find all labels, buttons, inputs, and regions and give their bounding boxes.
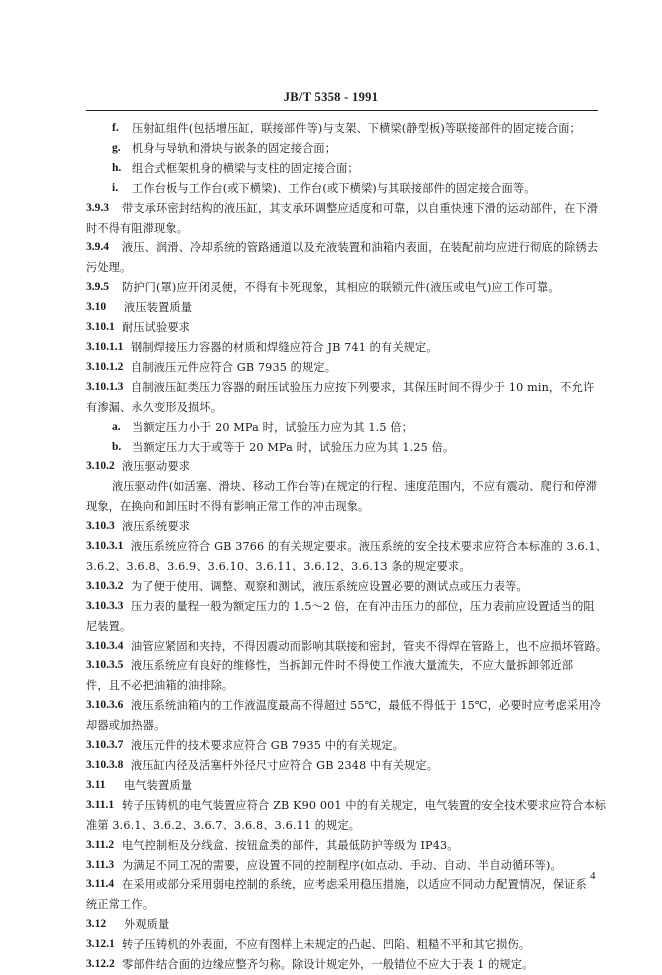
paragraph-line [86, 477, 598, 497]
line-text: 时不得有阻滞现象。 [86, 221, 189, 235]
clause-line [86, 318, 598, 338]
clause-line [86, 696, 601, 716]
clause-number: 3.12.2 [86, 958, 115, 971]
clause-number: 3.11.1 [86, 798, 115, 811]
list-item-label: i. [112, 181, 119, 194]
line-text: 电气控制柜及分线盒、按钮盒类的部件，其最低防护等级为 IP43。 [122, 838, 459, 852]
line-text: 压射缸组件(包括增压缸，联接部件等)与支架、下横梁(静型板)等联接部件的固定接合面； [132, 122, 581, 135]
standard-number-header: JB/T 5358 - 1991 [283, 90, 379, 104]
clause-number: 3.12 [86, 918, 107, 931]
list-item [86, 159, 598, 179]
line-text: 3.6.2、3.6.8、3.6.9、3.6.10、3.6.11、3.6.12、3.6.13 条的规定要求。 [86, 559, 471, 573]
list-item [86, 179, 598, 199]
clause-number: 3.9.4 [86, 241, 109, 254]
continuation-line [86, 716, 598, 736]
section-heading [86, 915, 598, 935]
line-text: 统正常工作。 [86, 898, 155, 912]
clause-number: 3.10.1 [86, 321, 115, 334]
clause-line [86, 597, 598, 617]
continuation-line [86, 258, 598, 278]
continuation-line [86, 497, 598, 517]
list-item [86, 139, 598, 159]
clause-line [86, 955, 598, 975]
clause-number: 3.10.3.8 [86, 759, 124, 771]
line-text: 液压驱动要求 [122, 460, 191, 474]
line-text: 压力表的量程一般为额定压力的 1.5～2 倍，在有冲击压力的部位，压力表前应设置适当的阻 [131, 599, 595, 613]
list-item [86, 438, 598, 458]
clause-line [86, 238, 598, 258]
line-text: 工作台板与工作台(或下横梁)、工作台(或下横梁)与其联接部件的固定接合面等。 [132, 181, 536, 195]
clause-number: 3.12.1 [86, 938, 115, 951]
line-text: 液压缸内径及活塞杆外径尺寸应符合 GB 2348 中有关规定。 [131, 759, 439, 772]
line-text: 液压系统油箱内的工作液温度最高不得超过 55℃，最低不得低于 15℃，必要时应考虑采用冷 [131, 699, 601, 713]
clause-number: 3.10.3.6 [86, 699, 124, 712]
line-text: 机身与导轨和滑块与嵌条的固定接合面； [132, 141, 337, 155]
line-text: 却器或加热器。 [86, 719, 166, 733]
list-item [86, 119, 598, 139]
section-heading [86, 298, 598, 318]
clause-number: 3.10.3 [86, 520, 115, 533]
list-item [86, 418, 598, 438]
line-text: 转子压铸机的电气装置应符合 ZB K90 001 中的有关规定，电气装置的安全技术要求应符合本标 [122, 798, 607, 812]
line-text: 自制液压缸类压力容器的耐压试验压力应按下列要求，其保压时间不得少于 10 min，不允许 [131, 380, 595, 394]
clause-line [86, 199, 598, 219]
clause-line [86, 796, 607, 816]
line-text: 钢制焊接压力容器的材质和焊缝应符合 JB 741 的有关规定。 [131, 340, 438, 354]
clause-line [86, 875, 598, 895]
clause-number: 3.11.2 [86, 838, 115, 851]
clause-line [86, 537, 608, 557]
line-text: 耐压试验要求 [122, 321, 191, 335]
list-item-label: g. [112, 141, 121, 154]
clause-number: 3.10.3.2 [86, 579, 124, 592]
clause-line [86, 338, 598, 358]
clause-line [86, 577, 598, 597]
line-text: 件，且不必把油箱的油排除。 [86, 679, 234, 693]
clause-line [86, 378, 598, 398]
list-item-label: a. [112, 420, 121, 433]
clause-number: 3.9.3 [86, 201, 109, 214]
line-text: 现象，在换向和卸压时不得有影响正常工作的冲击现象。 [86, 500, 370, 514]
clause-number: 3.10.1.2 [86, 360, 124, 373]
line-text: 液压驱动件(如活塞、滑块、移动工作台等)在规定的行程、速度范围内，不应有震动、爬行和停滞 [112, 480, 598, 494]
line-text: 在采用或部分采用弱电控制的系统，应考虑采用稳压措施，以适应不同动力配置情况，保证系 [122, 878, 587, 892]
line-text: 油管应紧固和夹持，不得因震动而影响其联接和密封，管夹不得焊在管路上，也不应损坏管路。 [131, 639, 608, 653]
clause-number: 3.10.3.7 [86, 739, 124, 752]
line-text: 转子压铸机的外表面，不应有图样上未规定的凸起、凹陷、粗糙不平和其它损伤。 [122, 938, 531, 952]
clause-line [86, 637, 608, 657]
line-text: 液压装置质量 [124, 301, 193, 315]
continuation-line [86, 398, 598, 418]
line-text: 当额定压力小于 20 MPa 时，试验压力应为其 1.5 倍； [132, 420, 413, 434]
clause-line [86, 736, 598, 756]
clause-line [86, 517, 598, 537]
line-text: 液压元件的技术要求应符合 GB 7935 中的有关规定。 [131, 739, 405, 753]
line-text: 当额定压力大于或等于 20 MPa 时，试验压力应为其 1.25 倍。 [132, 440, 455, 454]
clause-number: 3.10.3.3 [86, 599, 124, 612]
continuation-line [86, 617, 598, 637]
clause-number: 3.11.4 [86, 878, 115, 891]
clause-line [86, 836, 598, 856]
clause-number: 3.11.3 [86, 858, 115, 871]
line-text: 准第 3.6.1、3.6.2、3.6.7、3.6.8、3.6.11 的规定。 [86, 818, 361, 832]
clause-number: 3.10.3.5 [86, 659, 124, 672]
continuation-line [86, 895, 598, 915]
line-text: 液压系统应有良好的维修性，当拆卸元件时不得使工作液大量流失，不应大量拆卸邻近部 [131, 659, 574, 673]
clause-number: 3.9.5 [86, 281, 109, 294]
clause-number: 3.10 [86, 301, 107, 314]
clause-line [86, 457, 598, 477]
clause-line [86, 656, 598, 676]
clause-line [86, 756, 598, 776]
clause-number: 3.10.3.1 [86, 540, 124, 553]
header-rule [86, 110, 598, 111]
section-heading [86, 776, 598, 796]
line-text: 液压、润滑、冷却系统的管路通道以及充液装置和油箱内表面，在装配前均应进行彻底的除锈去 [122, 241, 599, 255]
line-text: 零部件结合面的边缘应整齐匀称。除设计规定外，一般错位不应大于表 1 的规定。 [122, 958, 534, 972]
line-text: 为满足不同工况的需要，应设置不同的控制程序(如点动、手动、自动、半自动循环等)。 [122, 858, 562, 872]
page-number: 4 [590, 870, 596, 882]
line-text: 带支承环密封结构的液压缸，其支承环调整应适度和可靠，以自重快速下滑的运动部件，在下滑 [122, 201, 599, 215]
clause-number: 3.10.1.1 [86, 340, 124, 353]
line-text: 有渗漏、永久变形及损坏。 [86, 400, 223, 414]
clause-line [86, 935, 598, 955]
list-item-label: f. [112, 122, 119, 134]
line-text: 污处理。 [86, 261, 132, 275]
line-text: 外观质量 [124, 918, 170, 932]
line-text: 尼装置。 [86, 619, 132, 633]
document-body [86, 119, 608, 975]
clause-line [86, 278, 598, 298]
line-text: 液压系统应符合 GB 3766 的有关规定要求。液压系统的安全技术要求应符合本标准的 3.6.1、 [131, 540, 608, 554]
clause-number: 3.10.3.4 [86, 639, 124, 652]
line-text: 组合式框架机身的横梁与支柱的固定接合面； [132, 161, 359, 175]
continuation-line [86, 219, 598, 239]
clause-line [86, 856, 598, 876]
line-text: 为了便于使用、调整、观察和测试，液压系统应设置必要的测试点或压力表等。 [131, 579, 528, 593]
clause-number: 3.11 [86, 778, 106, 791]
line-text: 液压系统要求 [122, 520, 191, 534]
clause-number: 3.10.2 [86, 460, 115, 473]
clause-line [86, 358, 598, 378]
continuation-line [86, 676, 598, 696]
line-text: 电气装置质量 [124, 778, 193, 792]
list-item-label: b. [112, 440, 122, 453]
continuation-line [86, 557, 598, 577]
clause-number: 3.10.1.3 [86, 380, 124, 393]
line-text: 防护门(罩)应开闭灵便，不得有卡死现象，其相应的联锁元件(液压或电气)应工作可靠。 [122, 281, 560, 295]
list-item-label: h. [112, 161, 122, 174]
continuation-line [86, 816, 598, 836]
line-text: 自制液压元件应符合 GB 7935 的规定。 [131, 360, 337, 374]
